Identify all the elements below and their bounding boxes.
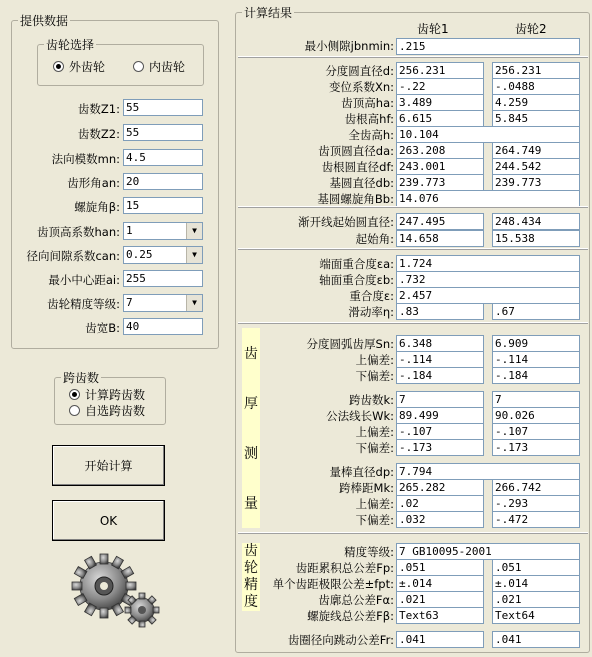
custom-span-radio[interactable] (69, 402, 145, 419)
gear2-value[interactable]: 256.231 (492, 62, 580, 79)
calc-span-radio[interactable] (69, 386, 145, 403)
result-label: 分度圆直径d: (325, 64, 394, 78)
result-label: 齿廓总公差Fα: (318, 593, 394, 607)
field-select-value: 7 (126, 296, 133, 309)
result-label: 公法线长Wk: (326, 409, 394, 423)
gear2-value[interactable]: -.173 (492, 439, 580, 456)
result-value-wide[interactable]: 2.457 (396, 287, 580, 304)
gear1-value[interactable]: 256.231 (396, 62, 484, 79)
ok-button[interactable]: OK (52, 500, 165, 541)
gear1-value[interactable]: 6.615 (396, 110, 484, 127)
span-teeth-title: 跨齿数 (63, 371, 100, 385)
result-label: 轴面重合度εb: (319, 273, 394, 287)
result-value-wide[interactable]: 14.076 (396, 190, 580, 207)
gear1-value[interactable]: Text63 (396, 607, 484, 624)
gear1-value[interactable]: 14.658 (396, 230, 484, 247)
result-label: 上偏差: (355, 425, 394, 439)
gear1-value[interactable]: -.184 (396, 367, 484, 384)
result-label: 全齿高h: (348, 128, 394, 142)
result-value-wide[interactable]: 10.104 (396, 126, 580, 143)
gear2-value[interactable]: 239.773 (492, 174, 580, 191)
gear1-header: 齿轮1 (417, 22, 449, 36)
gear1-value[interactable]: ±.014 (396, 575, 484, 592)
radio-unselected-icon (133, 61, 144, 72)
gear1-value[interactable]: 247.495 (396, 213, 484, 230)
gear1-value[interactable]: .02 (396, 495, 484, 512)
internal-gear-label: 内齿轮 (149, 60, 186, 74)
field-label: 螺旋角β: (74, 200, 120, 214)
field-input[interactable]: 4.5 (123, 149, 203, 166)
radio-selected-icon (53, 61, 64, 72)
gear1-value[interactable]: 239.773 (396, 174, 484, 191)
gear2-value[interactable]: .041 (492, 631, 580, 648)
result-label: 下偏差: (355, 441, 394, 455)
gear2-value[interactable]: .021 (492, 591, 580, 608)
field-label: 法向模数mn: (51, 152, 120, 166)
field-select[interactable] (123, 222, 203, 240)
gear1-value[interactable]: 7 (396, 391, 484, 408)
result-label: 量棒直径dp: (329, 465, 394, 479)
field-select-value: 0.25 (126, 248, 153, 261)
field-input[interactable]: 255 (123, 270, 203, 287)
result-value-wide[interactable]: 7.794 (396, 463, 580, 480)
gear-precision-title (242, 543, 260, 611)
gear2-value[interactable]: 90.026 (492, 407, 580, 424)
radio-selected-icon (69, 389, 80, 400)
field-label: 齿顶高系数han: (37, 225, 120, 239)
external-gear-radio[interactable] (53, 58, 105, 75)
result-label: 起始角: (355, 232, 394, 246)
field-input[interactable]: 40 (123, 318, 203, 335)
result-label: 下偏差: (355, 513, 394, 527)
result-label: 齿距累积总公差Fp: (295, 561, 394, 575)
result-label: 单个齿距极限公差±fpt: (272, 577, 394, 591)
gear2-value[interactable]: .67 (492, 303, 580, 320)
gear1-value[interactable]: -.114 (396, 351, 484, 368)
gear2-value[interactable]: -.114 (492, 351, 580, 368)
separator-3 (238, 248, 588, 250)
result-label: 重合度ε: (349, 289, 394, 303)
gear2-value[interactable]: 248.434 (492, 213, 580, 230)
chevron-down-icon: ▼ (186, 223, 202, 239)
gear2-value[interactable]: -.107 (492, 423, 580, 440)
internal-gear-radio[interactable] (133, 58, 185, 75)
title-char: 量 (244, 496, 258, 512)
result-label: 端面重合度εa: (319, 257, 394, 271)
gear1-value[interactable]: .032 (396, 511, 484, 528)
result-label: 上偏差: (355, 497, 394, 511)
calc-span-label: 计算跨齿数 (85, 388, 146, 402)
gear1-value[interactable]: 263.208 (396, 142, 484, 159)
result-value-wide[interactable]: .732 (396, 271, 580, 288)
result-label: 精度等级: (344, 545, 394, 559)
title-char: 齿 (244, 543, 258, 559)
field-input[interactable]: 55 (123, 99, 203, 116)
gear2-value[interactable]: 4.259 (492, 94, 580, 111)
gear1-value[interactable]: .021 (396, 591, 484, 608)
result-label: 齿顶圆直径da: (318, 144, 394, 158)
gears-icon (70, 552, 162, 628)
result-label: 跨棒距Mk: (339, 481, 394, 495)
gear1-value[interactable]: -.173 (396, 439, 484, 456)
title-char: 精 (244, 577, 258, 593)
gear2-value[interactable]: 266.742 (492, 479, 580, 496)
result-label: 跨齿数k: (348, 393, 394, 407)
gear2-value[interactable]: Text64 (492, 607, 580, 624)
gear2-value[interactable]: -.472 (492, 511, 580, 528)
result-value-wide[interactable]: 7 GB10095-2001 (396, 543, 580, 560)
result-label: 螺旋线总公差Fβ: (307, 609, 394, 623)
gear2-value[interactable]: 5.845 (492, 110, 580, 127)
separator-5 (238, 532, 588, 534)
gear2-value[interactable]: .051 (492, 559, 580, 576)
gear2-value[interactable]: 6.909 (492, 335, 580, 352)
radio-unselected-icon (69, 405, 80, 416)
separator-4 (238, 322, 588, 324)
field-select[interactable] (123, 246, 203, 264)
gear-select-title: 齿轮选择 (46, 38, 95, 52)
gear1-value[interactable]: .041 (396, 631, 484, 648)
result-label: 变位系数Xn: (328, 80, 394, 94)
gear1-value[interactable]: -.107 (396, 423, 484, 440)
field-input[interactable]: 15 (123, 197, 203, 214)
gear1-value[interactable]: .83 (396, 303, 484, 320)
result-label: 基圆直径db: (329, 176, 394, 190)
gear1-value[interactable]: -.22 (396, 78, 484, 95)
gear1-value[interactable]: 243.001 (396, 158, 484, 175)
title-char: 齿 (244, 346, 258, 362)
min-backlash-field[interactable]: .215 (396, 38, 580, 55)
chevron-down-icon: ▼ (186, 295, 202, 311)
chevron-down-icon: ▼ (186, 247, 202, 263)
start-calc-button[interactable]: 开始计算 (52, 445, 165, 486)
title-char: 厚 (244, 396, 258, 412)
result-label: 分度圆弧齿厚Sn: (306, 337, 394, 351)
result-label: 基圆螺旋角Bb: (317, 192, 394, 206)
gear2-value[interactable]: -.0488 (492, 78, 580, 95)
field-input[interactable]: 20 (123, 173, 203, 190)
gear1-value[interactable]: 6.348 (396, 335, 484, 352)
result-label: 齿根圆直径df: (321, 160, 394, 174)
field-label: 齿形角an: (67, 176, 120, 190)
gear2-value[interactable]: 7 (492, 391, 580, 408)
field-select-value: 1 (126, 224, 133, 237)
input-data-title: 提供数据 (20, 14, 69, 28)
result-label: 齿圈径向跳动公差Fr: (287, 633, 394, 647)
result-label: 上偏差: (355, 353, 394, 367)
field-label: 最小中心距ai: (48, 273, 120, 287)
gear1-value[interactable]: 265.282 (396, 479, 484, 496)
gear2-value[interactable]: 244.542 (492, 158, 580, 175)
separator-1 (238, 56, 588, 58)
field-input[interactable]: 55 (123, 124, 203, 141)
gear1-value[interactable]: .051 (396, 559, 484, 576)
min-backlash-label: 最小侧隙jbnmin: (304, 39, 394, 53)
gear2-value[interactable]: 15.538 (492, 230, 580, 247)
gear2-header: 齿轮2 (515, 22, 547, 36)
tooth-thickness-title (242, 328, 260, 528)
gear2-value[interactable]: -.293 (492, 495, 580, 512)
result-value-wide[interactable]: 1.724 (396, 255, 580, 272)
result-label: 滑动率η: (348, 305, 394, 319)
result-label: 下偏差: (355, 369, 394, 383)
title-char: 度 (244, 594, 258, 610)
result-label: 渐开线起始圆直径: (298, 215, 394, 229)
field-label: 径向间隙系数can: (26, 249, 120, 263)
title-char: 轮 (244, 560, 258, 576)
separator-2 (238, 206, 588, 208)
results-title: 计算结果 (244, 6, 293, 20)
gear1-value[interactable]: 3.489 (396, 94, 484, 111)
custom-span-label: 自选跨齿数 (85, 404, 146, 418)
field-label: 齿宽B: (85, 321, 120, 335)
gear2-value[interactable]: -.184 (492, 367, 580, 384)
field-label: 齿数Z2: (77, 127, 120, 141)
gear1-value[interactable]: 89.499 (396, 407, 484, 424)
field-select[interactable] (123, 294, 203, 312)
field-label: 齿轮精度等级: (47, 297, 120, 311)
title-char: 测 (244, 446, 258, 462)
field-label: 齿数Z1: (77, 102, 120, 116)
external-gear-label: 外齿轮 (69, 60, 106, 74)
gear2-value[interactable]: 264.749 (492, 142, 580, 159)
gear2-value[interactable]: ±.014 (492, 575, 580, 592)
result-label: 齿顶高ha: (341, 96, 394, 110)
result-label: 齿根高hf: (344, 112, 394, 126)
